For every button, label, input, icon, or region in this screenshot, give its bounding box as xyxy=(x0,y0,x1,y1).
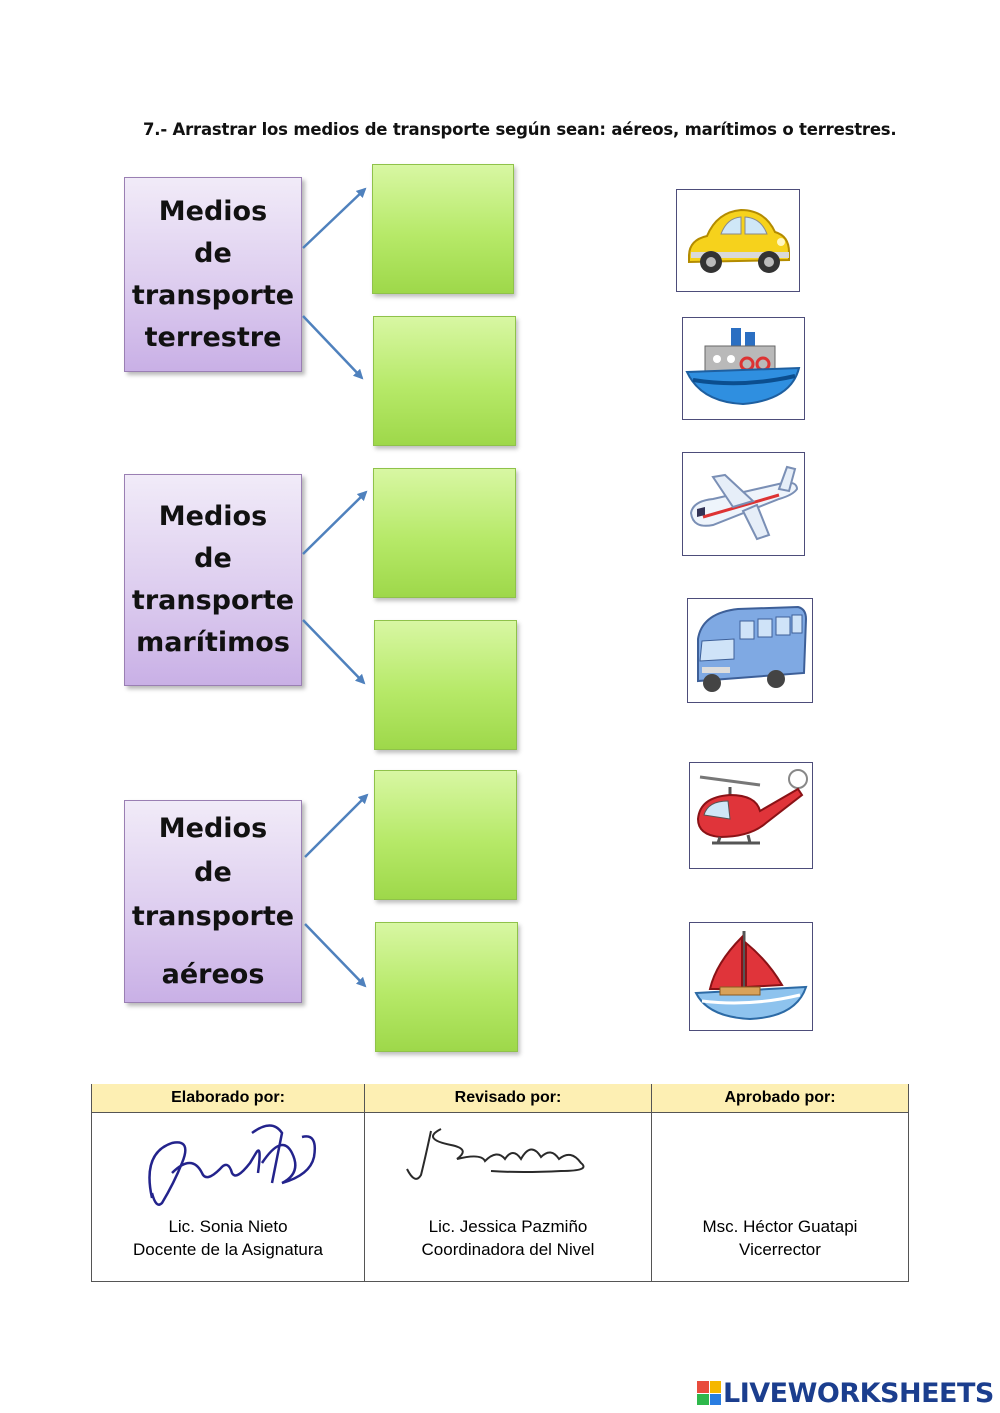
category-line: transporte xyxy=(131,279,295,311)
draggable-helicopter[interactable] xyxy=(689,762,813,869)
signature-image xyxy=(401,1119,601,1189)
drop-zone-aereos-1[interactable] xyxy=(374,770,517,900)
drop-zone-terrestre-2[interactable] xyxy=(373,316,516,446)
category-line: de xyxy=(194,856,232,888)
arrow-up-2 xyxy=(303,492,366,554)
signature-cell-aprobado xyxy=(652,1113,909,1282)
liveworksheets-logo xyxy=(697,1376,994,1410)
drop-zone-aereos-2[interactable] xyxy=(375,922,518,1052)
sailboat-icon xyxy=(690,923,812,1030)
ship-icon xyxy=(683,318,804,419)
category-line: transporte xyxy=(131,585,295,616)
instruction-text: 7.- Arrastrar los medios de transporte según sean: aéreos, marítimos o terrestres. xyxy=(143,120,897,139)
arrow-down-3 xyxy=(305,924,365,986)
signature-table xyxy=(91,1084,909,1282)
draggable-airplane[interactable] xyxy=(682,452,805,556)
bus-icon xyxy=(688,599,812,702)
category-line: transporte xyxy=(131,900,295,932)
airplane-icon xyxy=(683,453,804,555)
drop-zone-maritimos-2[interactable] xyxy=(374,620,517,750)
signature-cell-elaborado xyxy=(92,1113,365,1282)
car-icon xyxy=(677,190,799,291)
header-elaborado: Elaborado por: xyxy=(92,1084,365,1113)
arrow-up-1 xyxy=(303,189,365,248)
category-line: Medios xyxy=(158,812,268,844)
header-aprobado: Aprobado por: xyxy=(652,1084,909,1113)
logo-text: LIVEWORKSHEETS xyxy=(723,1377,994,1409)
signature-cell-revisado xyxy=(365,1113,652,1282)
signature-image xyxy=(132,1113,322,1223)
category-line: aéreos xyxy=(161,958,265,990)
category-line: de xyxy=(194,543,232,574)
draggable-ship[interactable] xyxy=(682,317,805,420)
category-line: terrestre xyxy=(144,321,282,353)
signer-name: Lic. Sonia Nieto xyxy=(168,1217,288,1236)
draggable-bus[interactable] xyxy=(687,598,813,703)
category-line: Medios xyxy=(158,501,268,532)
category-line: Medios xyxy=(158,195,268,227)
arrow-up-3 xyxy=(305,795,367,857)
signer-name: Lic. Jessica Pazmiño xyxy=(428,1217,588,1236)
logo-mark-icon xyxy=(697,1381,721,1405)
helicopter-icon xyxy=(690,763,812,868)
signer-role: Coordinadora del Nivel xyxy=(421,1240,595,1259)
category-line: de xyxy=(194,237,232,269)
signer-name: Msc. Héctor Guatapi xyxy=(702,1217,858,1236)
draggable-car[interactable] xyxy=(676,189,800,292)
signer-role: Docente de la Asignatura xyxy=(133,1240,323,1259)
category-line: marítimos xyxy=(136,627,290,658)
header-revisado: Revisado por: xyxy=(365,1084,652,1113)
signer-role: Vicerrector xyxy=(739,1240,821,1259)
arrow-down-1 xyxy=(303,316,362,378)
draggable-sailboat[interactable] xyxy=(689,922,813,1031)
drop-zone-terrestre-1[interactable] xyxy=(372,164,514,294)
arrow-down-2 xyxy=(303,620,364,683)
drop-zone-maritimos-1[interactable] xyxy=(373,468,516,598)
